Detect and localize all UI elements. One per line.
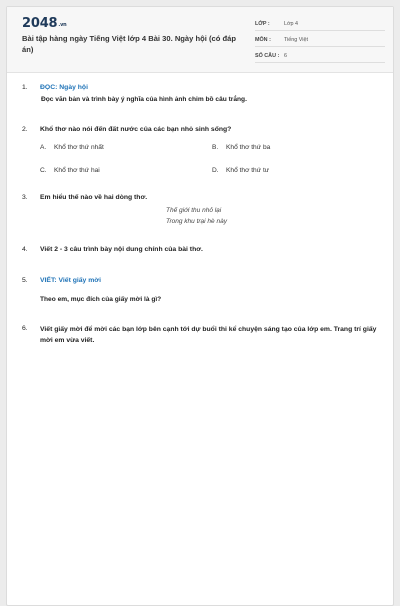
question-text: Viết giấy mời để mời các bạn lớp bên cạnh tới dự buổi thi kể chuyện sáng tạo của lớp em. Trang trí giấy mời em vừa viết. [40,326,377,344]
worksheet-page [6,6,394,606]
meta-row-subject [255,33,385,47]
meta-label: MÔN : [255,37,271,43]
option-letter: A. [40,144,47,151]
option-text: Khổ thơ thứ ba [226,144,271,151]
question-number: 3. [22,194,28,201]
option-text: Khổ thơ thứ tư [226,167,270,174]
question-number: 2. [22,126,28,133]
question-number: 5. [22,277,28,284]
meta-row-question-count [255,49,385,63]
section-heading: ĐỌC: Ngày hội [40,84,88,91]
poem-line-1: Thế giới thu nhỏ lại [166,207,222,214]
meta-value: Lớp 4 [284,21,299,27]
option-text: Khổ thơ thứ nhất [54,144,104,151]
question-number: 1. [22,84,28,91]
poem-line-2: Trong khu trại hè này [166,218,227,225]
logo-main-text: 2048 [22,16,58,31]
section-heading: VIẾT: Viết giấy mời [40,277,101,284]
question-text: Em hiểu thế nào về hai dòng thơ. [40,194,148,201]
question-5-detail: Theo em, mục đích của giấy mời là gì? [40,296,162,303]
option-letter: B. [212,144,219,151]
option-text: Khổ thơ thứ hai [54,167,100,174]
meta-label: SỐ CÂU : [255,53,280,59]
question-number: 4. [22,246,28,253]
site-logo[interactable] [22,16,67,31]
document-title: Bài tập hàng ngày Tiếng Việt lớp 4 Bài 30. Ngày hội (có đáp án) [22,34,236,54]
meta-value: Tiếng Việt [284,37,308,43]
question-1-detail: Đọc văn bản và trình bày ý nghĩa của hình ảnh chim bồ câu trắng. [41,96,247,103]
worksheet-header [7,7,393,73]
question-number: 6. [22,325,28,332]
question-text: Viết 2 - 3 câu trình bày nội dung chính của bài thơ. [40,246,203,253]
question-text: Khổ thơ nào nói đến đất nước của các bạn nhỏ sinh sống? [40,126,232,133]
logo-domain-text: .vn [58,22,67,28]
option-letter: D. [212,167,219,174]
meta-row-class [255,17,385,31]
meta-label: LỚP : [255,21,270,27]
meta-value: 6 [284,53,287,59]
option-letter: C. [40,167,47,174]
